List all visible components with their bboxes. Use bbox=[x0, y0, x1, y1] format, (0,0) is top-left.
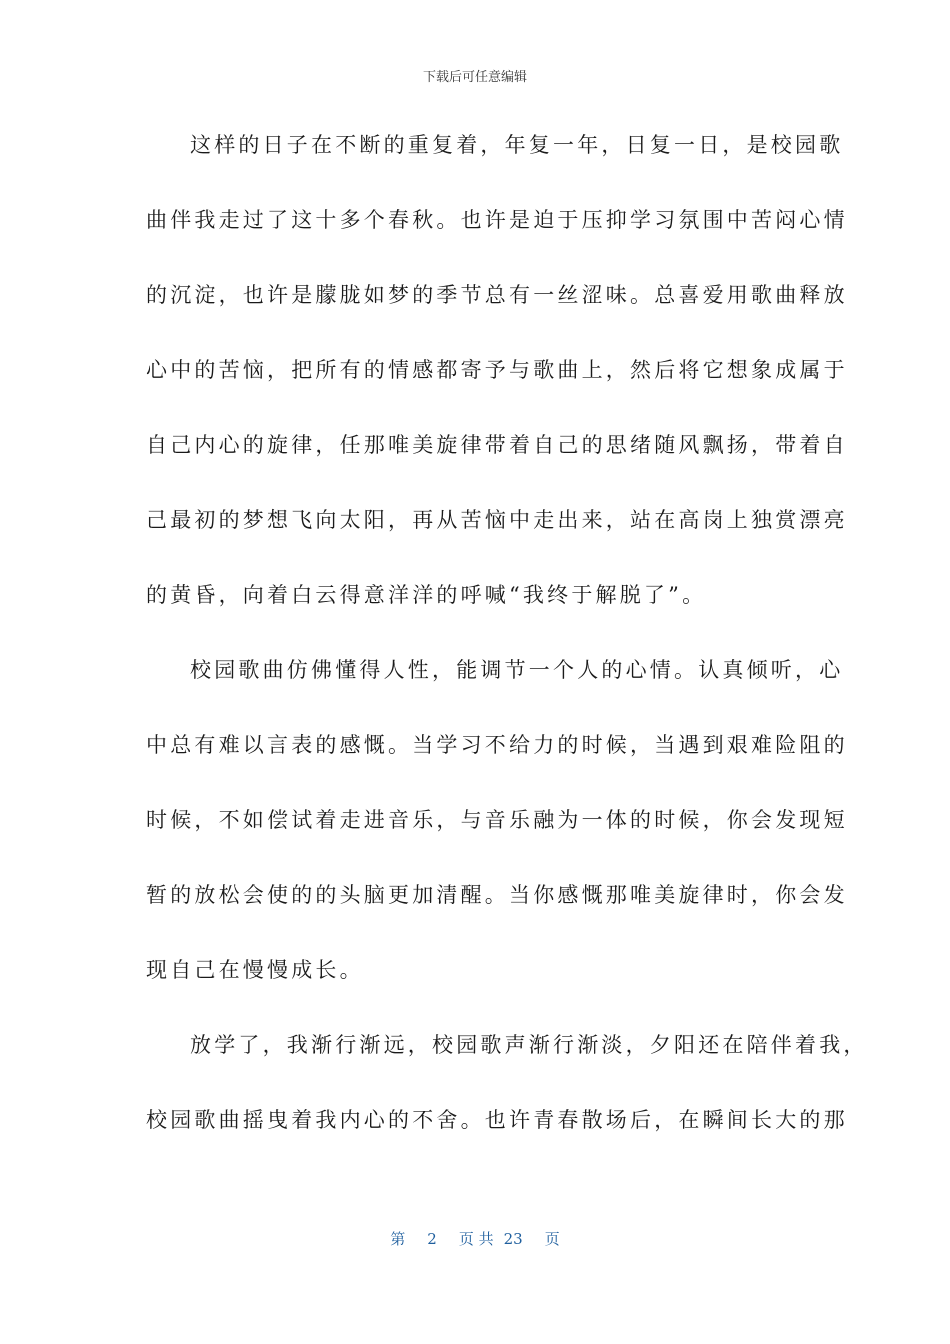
header-text: 下载后可任意编辑 bbox=[422, 70, 527, 85]
paragraph-2 bbox=[146, 649, 848, 1024]
footer-prefix: 第 bbox=[390, 1230, 406, 1248]
text-line: 自己内心的旋律，任那唯美旋律带着自己的思绪随风飘扬，带着自 bbox=[146, 433, 848, 457]
text-line: 中总有难以言表的感慨。当学习不给力的时候，当遇到艰难险阻的 bbox=[146, 733, 848, 757]
text-line: 时候，不如偿试着走进音乐，与音乐融为一体的时候，你会发现短 bbox=[146, 808, 848, 832]
footer-suffix: 页 bbox=[544, 1230, 560, 1248]
total-pages: 23 bbox=[503, 1230, 523, 1248]
text-line: 校园歌曲仿佛懂得人性，能调节一个人的心情。认真倾听，心 bbox=[190, 658, 844, 682]
footer-middle: 页 共 bbox=[458, 1230, 494, 1248]
page-header bbox=[0, 66, 950, 85]
text-line: 暂的放松会使的的头脑更加清醒。当你感慨那唯美旋律时，你会发 bbox=[146, 883, 848, 907]
text-line: 心中的苦恼，把所有的情感都寄予与歌曲上，然后将它想象成属于 bbox=[146, 358, 848, 382]
document-body bbox=[146, 124, 868, 1174]
text-line: 的黄昏，向着白云得意洋洋的呼喊“我终于解脱了”。 bbox=[146, 583, 707, 607]
page-footer bbox=[0, 1228, 950, 1249]
paragraph-1 bbox=[146, 124, 848, 649]
text-line: 现自己在慢慢成长。 bbox=[146, 958, 364, 982]
text-line: 己最初的梦想飞向太阳，再从苦恼中走出来，站在高岗上独赏漂亮 bbox=[146, 508, 848, 532]
text-line: 曲伴我走过了这十多个春秋。也许是迫于压抑学习氛围中苦闷心情 bbox=[146, 208, 848, 232]
page-number: 2 bbox=[427, 1230, 437, 1248]
text-line: 校园歌曲摇曳着我内心的不舍。也许青春散场后，在瞬间长大的那 bbox=[146, 1108, 848, 1132]
text-line: 的沉淀，也许是朦胧如梦的季节总有一丝涩味。总喜爱用歌曲释放 bbox=[146, 283, 848, 307]
paragraph-3 bbox=[146, 1024, 868, 1174]
text-line: 这样的日子在不断的重复着，年复一年，日复一日，是校园歌 bbox=[190, 133, 844, 157]
text-line: 放学了，我渐行渐远，校园歌声渐行渐淡，夕阳还在陪伴着我， bbox=[190, 1033, 868, 1057]
